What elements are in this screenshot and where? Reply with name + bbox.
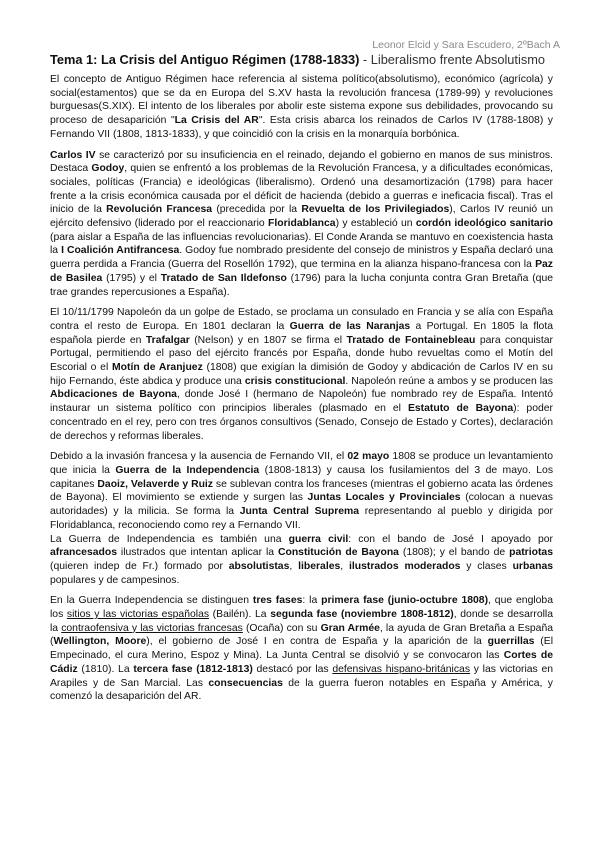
text-run: (1808-1813) y causa los fusilamientos del 3 de mayo. Los capitanes — [50, 464, 554, 490]
bold-term: tercera fase (1812-1813) — [133, 663, 253, 675]
text-run: ilustrados que intentan aplicar la — [117, 547, 278, 559]
bold-term: Motín de Aranjuez — [112, 362, 203, 374]
text-run: (1808) que exigían la dimisión de Godoy y abdicación de Carlos IV en su hijo Fernando, éste abdica y produce una — [50, 362, 553, 387]
document-body — [50, 73, 553, 711]
text-run: (1808); y el bando de — [398, 547, 510, 559]
text-run: La Guerra de Independencia es también una — [50, 533, 289, 545]
bold-term: Trafalgar — [145, 334, 190, 346]
text-run: representando al pueblo y dirigida por Floridablanca, reconociendo como rey a Fernando VII. — [50, 506, 553, 531]
bold-term: 02 mayo — [347, 451, 390, 463]
bold-term: Floridablanca — [268, 218, 336, 230]
text-run: ): poder concentrado en el rey, pero con tres órganos consultivos (Senado, Consejo de Estado y Cortes), declaración de derechos y reformas liberales. — [50, 403, 554, 442]
text-run: a Portugal. En 1805 la flota española pierde en — [50, 320, 553, 346]
bold-term: crisis constitucional — [244, 375, 346, 387]
bold-term: Daoiz, Velaverde y Ruiz — [97, 478, 214, 490]
text-run: : la — [302, 595, 322, 607]
bold-term: cordón ideológico sanitario — [415, 218, 553, 230]
title-subtitle: - Liberalismo frente Absolutismo — [359, 52, 545, 67]
bold-term: Carlos IV — [50, 149, 96, 161]
paragraph-napoleon — [50, 306, 553, 443]
text-run: populares y de campesinos. — [50, 574, 180, 586]
text-run: (Nelson) y en 1807 se firma el — [189, 334, 347, 346]
bold-term: tres fases — [252, 595, 303, 607]
text-run: (Ocaña) con su — [242, 622, 321, 634]
text-run: destacó por las — [252, 663, 333, 675]
text-run: : con el bando de José I apoyado por — [348, 533, 554, 545]
bold-term: Tratado de Fontainebleau — [346, 334, 476, 346]
underlined-term: contraofensiva y las victorias francesas — [61, 622, 243, 634]
text-run: (colocan a nuevas autoridades) y la milicia. Se forma la — [50, 492, 553, 518]
paragraph-antiguo-regimen — [50, 73, 553, 142]
bold-term: Guerra de la Independencia — [115, 464, 260, 476]
text-run: (1810). La — [77, 663, 134, 675]
text-run: , — [289, 560, 299, 572]
bold-term: Cortes de Cádiz — [50, 650, 554, 675]
bold-term: Tratado de San Ildefonso — [160, 272, 287, 284]
text-run: (precedida por la — [212, 204, 302, 216]
text-run: se sublevan contra los franceses (mientras el gobierno acata las órdenes de Bayona). El movimiento se extiende y surgen las — [50, 478, 553, 504]
bold-term: Juntas Locales y Provinciales — [307, 492, 461, 504]
text-run: , que engloba los — [50, 595, 553, 621]
text-run: , donde José I (hermano de Napoleón) fue nombrado rey de España. Intentó instaurar un sistema político con principios liberales (plasmado en el — [50, 389, 554, 415]
underlined-term: defensivas hispano-británicas — [332, 663, 471, 675]
paragraph-carlos-iv — [50, 149, 553, 300]
title-main: Tema 1: La Crisis del Antiguo Régimen (1788-1833) — [50, 52, 360, 67]
text-run: El concepto de Antiguo Régimen hace referencia al sistema político(absolutismo), económico (agrícola) y social(estamentos) que se da en Europa del S.XV hasta la revolución francesa (1789-99) y revoluciones burguesas(S.XIX). El intento de los liberales por abolir este sistema expone sus debilidades, provocando su proceso de desaparición " — [50, 74, 553, 127]
bold-term: liberales — [298, 560, 341, 572]
bold-term: I Coalición Antifrancesa — [61, 245, 180, 257]
bold-term: Revuelta de los Privilegiados — [301, 204, 450, 216]
text-run: y las victorias en Arapiles y de San Marcial. Las — [50, 663, 554, 689]
text-run: Debido a la invasión francesa y la ausencia de Fernando VII, el — [50, 451, 348, 463]
text-run: (Bailén). La — [209, 609, 271, 621]
text-run: ), el gobierno de José I en contra de España y la aparición de la — [146, 636, 488, 648]
bold-term: Estatuto de Bayona — [407, 403, 514, 415]
text-run: (1796) para la lucha conjunta contra Gran Bretaña (que trae grandes repercusiones a España). — [50, 272, 554, 298]
text-run: , donde se desarrolla la — [50, 609, 554, 634]
bold-term: guerra civil — [288, 533, 349, 545]
paragraph-guerra-civil — [50, 533, 553, 588]
text-run: ". Esta crisis abarca los reinados de Carlos IV (1788-1808) y Fernando VII (1808, 1813-1833), y que coincidió con la crisis en la monarquía borbónica. — [50, 115, 553, 140]
page-title — [50, 52, 560, 67]
bold-term: absolutistas — [228, 560, 290, 572]
text-run: ), Carlos IV reunió un ejército defensivo (liderado por el reaccionario — [50, 204, 554, 230]
text-run: (quieren indep de Fr.) formado por — [50, 560, 229, 572]
text-run: ) y estableció un — [335, 218, 416, 230]
paragraph-fases — [50, 594, 553, 704]
bold-term: primera fase (junio-octubre 1808) — [321, 595, 489, 607]
text-run: . Godoy fue nombrado presidente del consejo de ministros y España declaró una guerra perdida a Francia (Guerra del Rosellón 1792), que termina en la alianza hispano-francesa con la — [50, 245, 553, 271]
text-run: (para aislar a España de las influencias revolucionarias). El Conde Aranda se mantuvo en coexistencia hasta la — [50, 231, 553, 257]
bold-term: segunda fase (noviembre 1808-1812) — [270, 609, 454, 621]
text-run: se caracterizó por su insuficiencia en el reinado, dejando el gobierno en manos de sus ministros. Destaca — [50, 149, 554, 175]
text-run: y clases — [460, 560, 513, 572]
bold-term: Guerra de las Naranjas — [289, 320, 411, 332]
bold-term: Constitución de Bayona — [277, 547, 399, 559]
paragraph-invasion — [50, 450, 553, 532]
text-run: , quien se enfrentó a los problemas de la Revolución Francesa, y a dificultades económicas, sociales, políticas (Francia) e ideológicas (liberalismo). Ordenó una desamortización (1798) para hacer frente a la crisis económica causada por el déficit de hacienda (debido a guerras e ineficacia fiscal). Tras el inicio de la — [50, 163, 553, 216]
text-run: para conquistar Portugal, permitiendo el paso del ejército francés por España, donde hubo revueltas como el Motín del Escorial o el — [50, 334, 553, 374]
text-run: , la ayuda de Gran Bretaña a España ( — [50, 622, 554, 648]
bold-term: Junta Central Suprema — [239, 506, 360, 518]
bold-term: patriotas — [509, 547, 553, 559]
bold-term: Paz de Basilea — [50, 259, 553, 284]
bold-term: afrancesados — [50, 547, 117, 559]
text-run: (El Empecinado, el cura Merino, Espoz y Mina). La Junta Central se disolvió y se convocaron las — [50, 636, 554, 662]
bold-term: urbanas — [512, 560, 553, 572]
bold-term: Revolución Francesa — [106, 204, 213, 216]
text-run: de la guerra fueron notables en España y América, y comenzó la desaparición del AR. — [50, 677, 553, 703]
bold-term: Gran Armée — [320, 622, 380, 634]
bold-term: Godoy — [91, 163, 125, 175]
bold-term: La Crisis del AR — [174, 115, 259, 127]
text-run: 1808 se produce un levantamiento que inicia la — [50, 451, 553, 476]
author-header: Leonor Elcid y Sara Escudero, 2ºBach A — [372, 39, 560, 51]
text-run: El 10/11/1799 Napoleón da un golpe de Estado, se proclama un consulado en Francia y se alía con España contra el resto de Europa. En 1801 declaran la — [50, 307, 553, 332]
bold-term: consecuencias — [208, 677, 283, 689]
text-run: , — [340, 560, 349, 572]
text-run: . Napoleón reúne a ambos y se producen las — [345, 375, 553, 387]
bold-term: Abdicaciones de Bayona — [50, 389, 177, 401]
bold-term: guerrillas — [487, 636, 535, 648]
bold-term: Wellington, Moore — [53, 636, 147, 648]
text-run: En la Guerra Independencia se distinguen — [50, 595, 253, 607]
underlined-term: sitios y las victorias españolas — [66, 609, 210, 621]
text-run: (1795) y el — [102, 272, 161, 284]
bold-term: ilustrados moderados — [348, 560, 461, 572]
